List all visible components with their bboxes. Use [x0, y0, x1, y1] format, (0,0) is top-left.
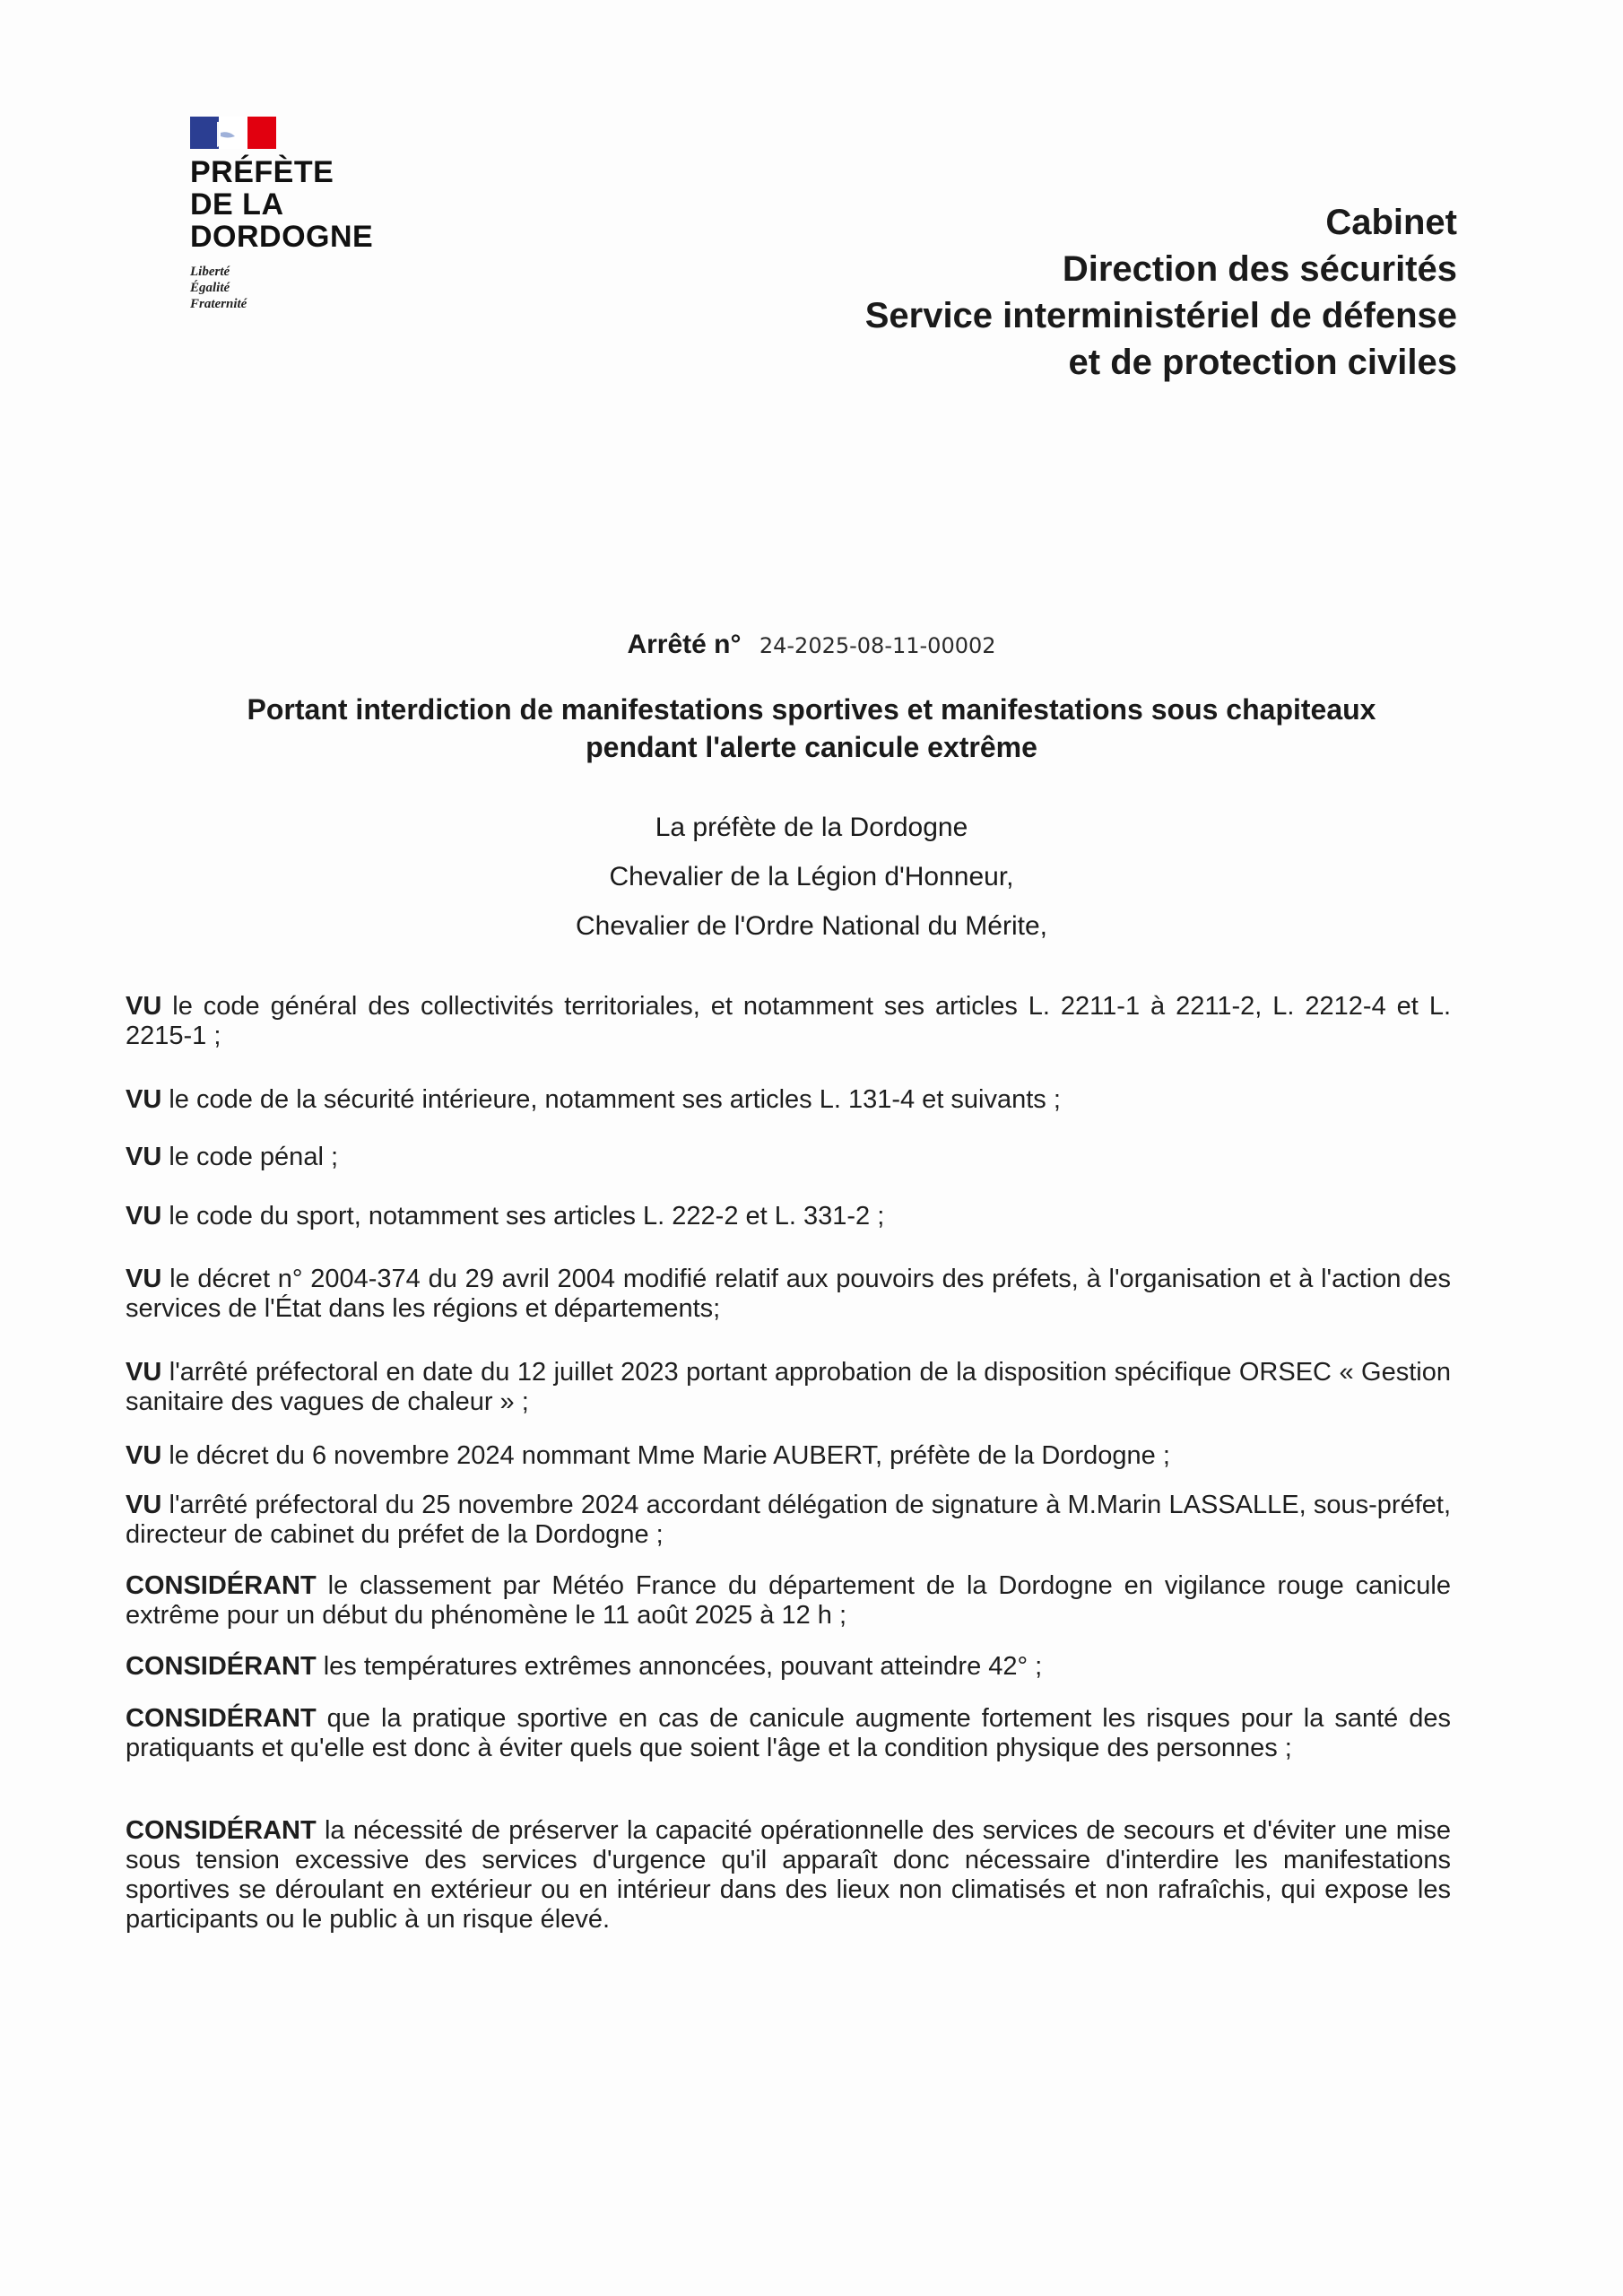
clause-keyword: CONSIDÉRANT: [126, 1652, 317, 1681]
authority-line: Chevalier de l'Ordre National du Mérite,: [576, 911, 1047, 941]
clause-paragraph: [126, 1441, 1451, 1471]
clause-paragraph: [126, 1491, 1451, 1550]
republic-motto: [190, 264, 405, 312]
clause-paragraph: [126, 1704, 1451, 1763]
prefecture-name-line: DORDOGNE: [190, 220, 374, 254]
prefecture-logo-block: [190, 117, 405, 312]
service-line: Direction des sécurités: [1062, 249, 1457, 289]
clause-paragraph: [126, 1085, 1451, 1115]
clause-text: le décret du 6 novembre 2024 nommant Mme Marie AUBERT, préfète de la Dordogne ;: [169, 1441, 1170, 1470]
clause-text: le code de la sécurité intérieure, notamment ses articles L. 131-4 et suivants ;: [169, 1085, 1061, 1114]
clause-text: la nécessité de préserver la capacité opérationnelle des services de secours et d'éviter une mise sous tension excessive des services d'urgence qu'il apparaît donc nécessaire d'interdire les manifestations sportives se déroulant en extérieur ou en intérieur dans des lieux non climatisés et non rafraîchis, qui expose les participants ou le public à un risque élevé.: [126, 1816, 1451, 1934]
motto-line: Liberté: [190, 265, 230, 279]
service-line: Service interministériel de défense: [864, 296, 1457, 335]
clause-text: l'arrêté préfectoral du 25 novembre 2024 accordant délégation de signature à M.Marin LASSALLE, sous-préfet, directeur de cabinet du préfet de la Dordogne ;: [126, 1491, 1452, 1549]
clause-keyword: CONSIDÉRANT: [126, 1704, 317, 1733]
clause-paragraph: [126, 1265, 1451, 1324]
clause-keyword: CONSIDÉRANT: [126, 1571, 317, 1600]
clause-paragraph: [126, 1652, 1451, 1682]
service-line: Cabinet: [1325, 203, 1457, 242]
clause-paragraph: [126, 1143, 1451, 1172]
clause-paragraph: [126, 992, 1451, 1051]
clause-keyword: VU: [126, 1143, 162, 1171]
motto-line: Égalité: [190, 281, 230, 295]
clause-keyword: VU: [126, 992, 162, 1021]
clause-keyword: VU: [126, 1491, 162, 1519]
service-line: et de protection civiles: [1068, 343, 1457, 382]
clause-text: l'arrêté préfectoral en date du 12 juillet 2023 portant approbation de la disposition spécifique ORSEC « Gestion sanitaire des vagues de chaleur » ;: [126, 1358, 1451, 1416]
marianne-profile-icon: [190, 117, 276, 149]
authority-line: Chevalier de la Légion d'Honneur,: [609, 862, 1014, 891]
issuing-authority: [0, 803, 1623, 951]
clause-paragraph: [126, 1816, 1451, 1935]
decree-number: 24-2025-08-11-00002: [759, 633, 996, 658]
clause-paragraph: [126, 1358, 1451, 1417]
clause-text: le code pénal ;: [169, 1143, 339, 1171]
clause-text: le code général des collectivités territoriales, et notamment ses articles L. 2211-1 à 2211-2, L. 2212-4 et L. 2215-1 ;: [126, 992, 1451, 1050]
authority-line: La préfète de la Dordogne: [655, 813, 968, 842]
decree-title: [0, 630, 1623, 660]
clause-text: le code du sport, notamment ses articles L. 222-2 et L. 331-2 ;: [169, 1202, 885, 1231]
clause-keyword: VU: [126, 1358, 162, 1387]
prefecture-name: [190, 156, 405, 253]
subject-line: pendant l'alerte canicule extrême: [586, 731, 1037, 763]
motto-line: Fraternité: [190, 297, 247, 311]
clause-paragraph: [126, 1571, 1451, 1631]
prefecture-name-line: PRÉFÈTE: [190, 155, 334, 189]
service-header: [865, 199, 1457, 386]
clause-keyword: CONSIDÉRANT: [126, 1816, 317, 1845]
clause-text: le décret n° 2004-374 du 29 avril 2004 modifié relatif aux pouvoirs des préfets, à l'organisation et à l'action des services de l'État dans les régions et départements;: [126, 1265, 1451, 1323]
marianne-flag-icon: [190, 117, 276, 149]
clause-keyword: VU: [126, 1265, 162, 1293]
clause-text: le classement par Météo France du département de la Dordogne en vigilance rouge canicule extrême pour un début du phénomène le 11 août 2025 à 12 h ;: [126, 1571, 1451, 1630]
decree-subject: [135, 691, 1488, 766]
decree-label: Arrêté n°: [627, 630, 742, 659]
clause-keyword: VU: [126, 1085, 162, 1114]
clause-paragraph: [126, 1202, 1451, 1231]
clause-keyword: VU: [126, 1202, 162, 1231]
prefecture-name-line: DE LA: [190, 187, 284, 222]
clause-text: que la pratique sportive en cas de canicule augmente fortement les risques pour la santé des pratiquants et qu'elle est donc à éviter quels que soient l'âge et la condition physique des personnes ;: [126, 1704, 1451, 1762]
subject-line: Portant interdiction de manifestations sportives et manifestations sous chapiteaux: [247, 693, 1376, 726]
clause-text: les températures extrêmes annoncées, pouvant atteindre 42° ;: [323, 1652, 1043, 1681]
clause-keyword: VU: [126, 1441, 162, 1470]
